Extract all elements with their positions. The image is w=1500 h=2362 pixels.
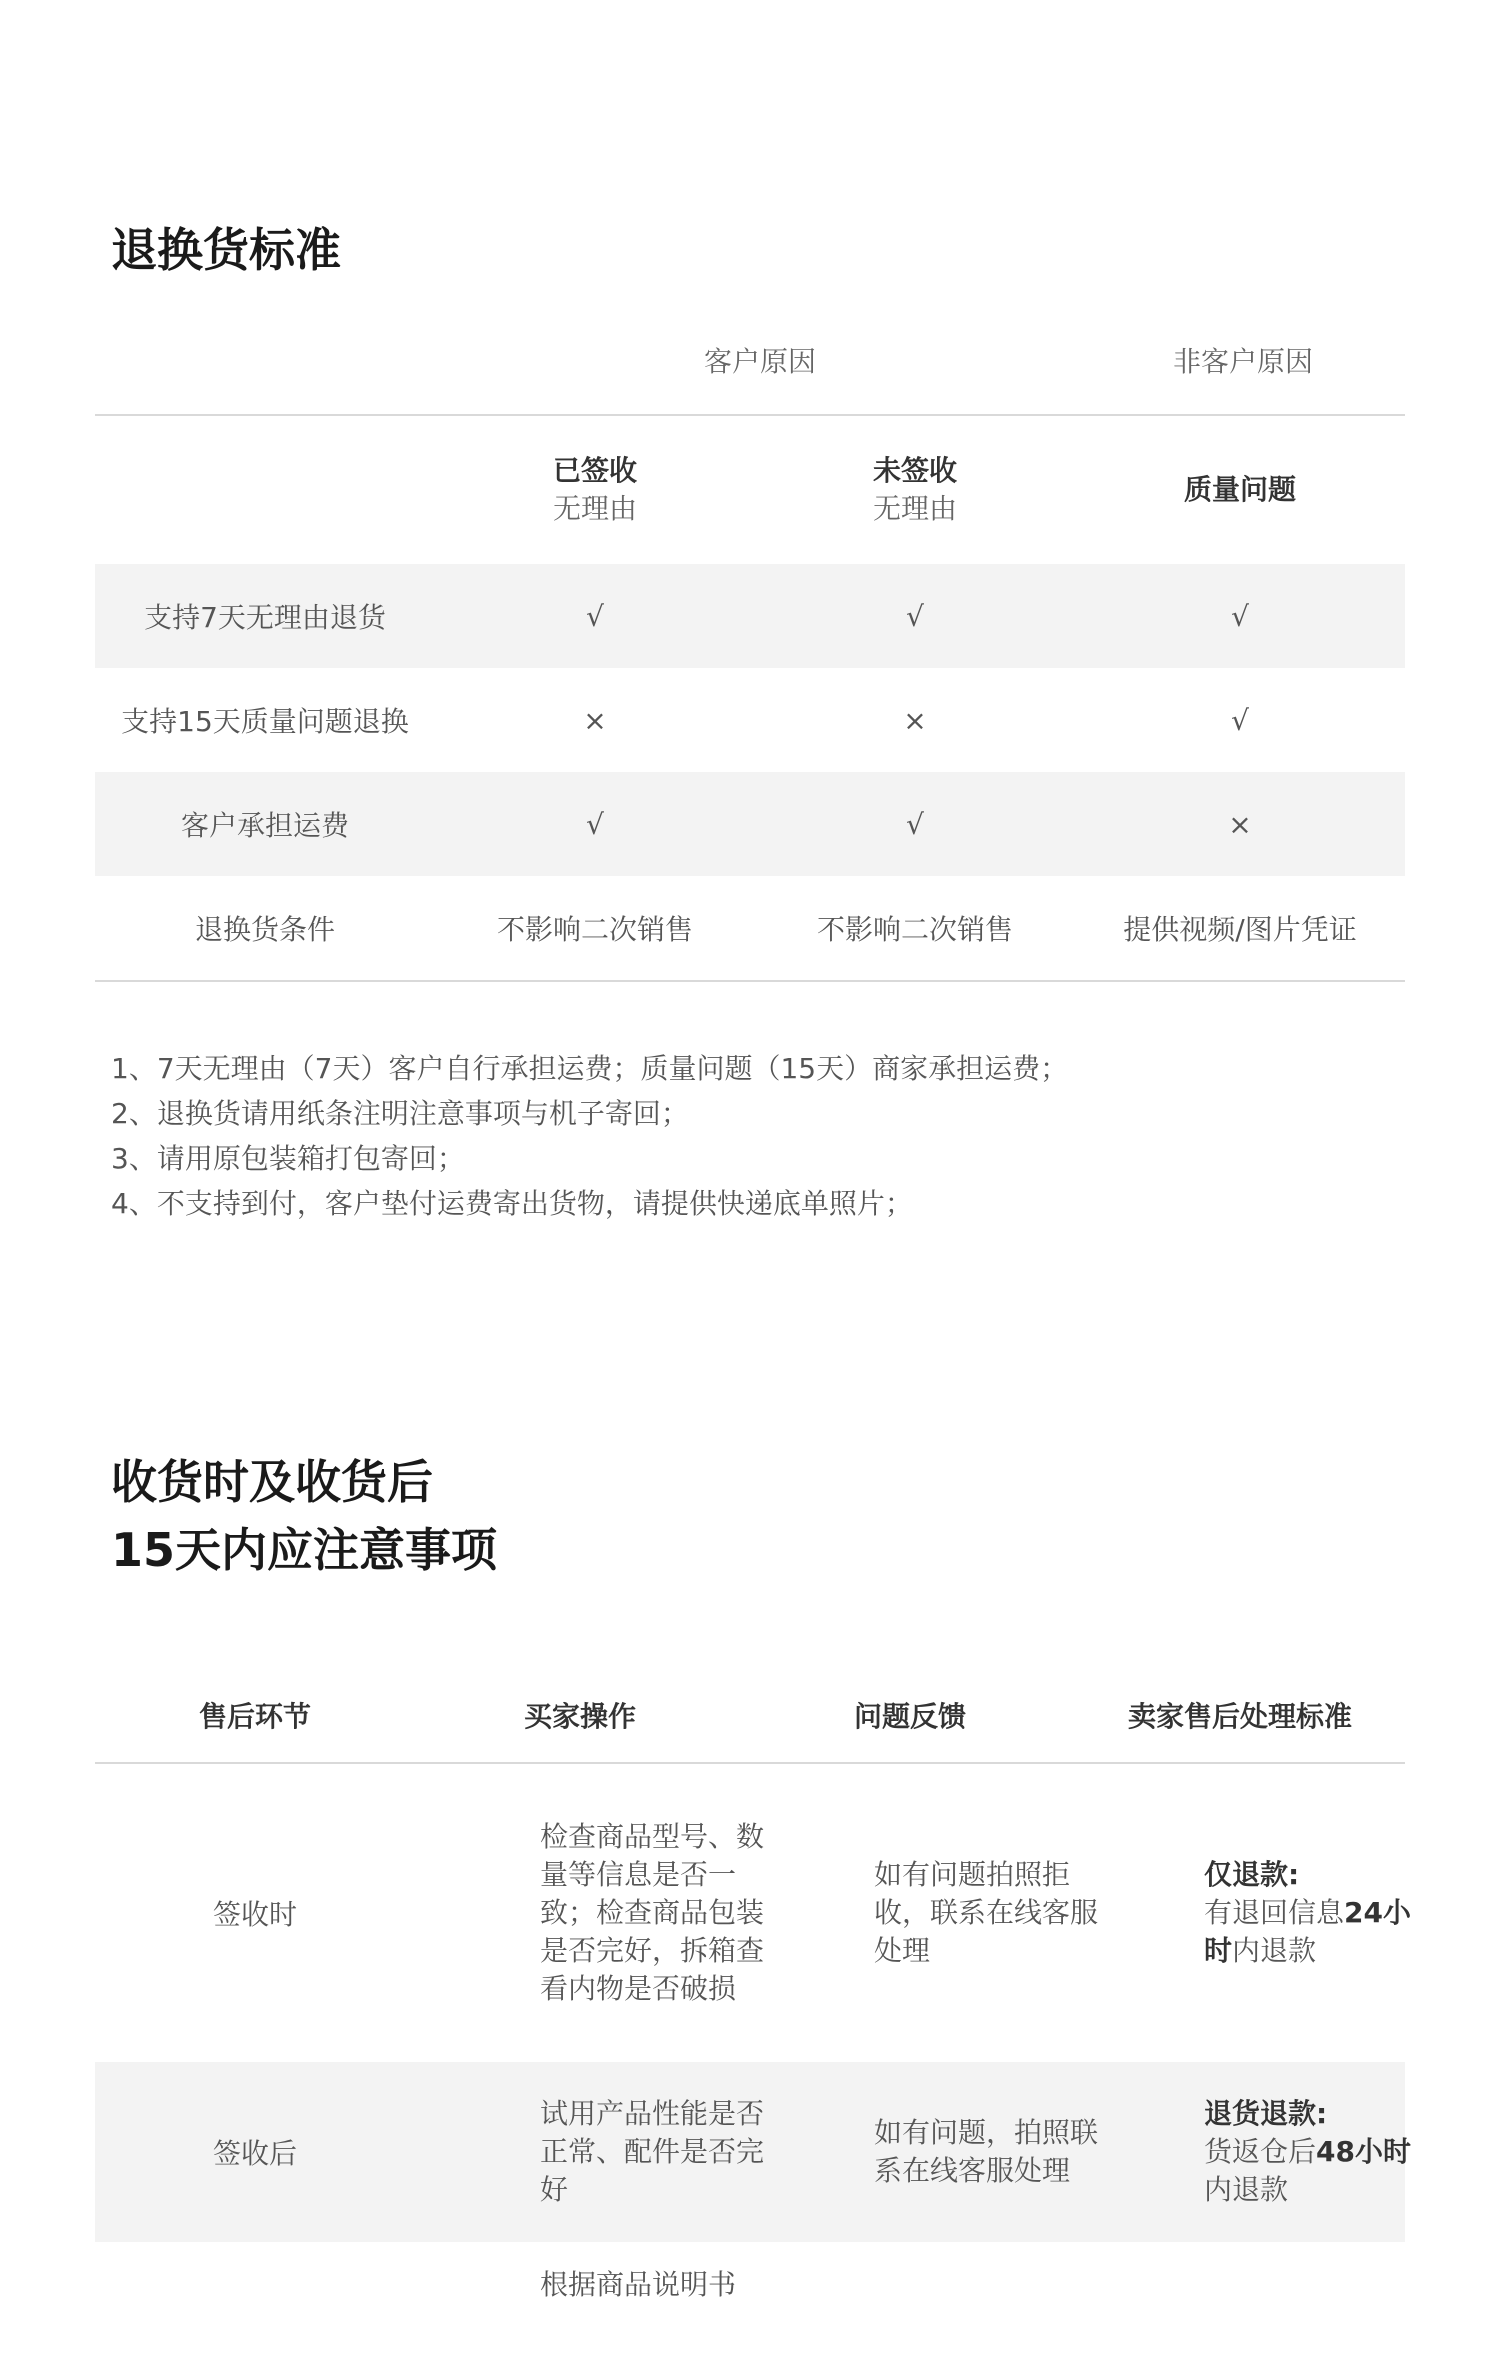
cross-mark: × <box>903 703 927 737</box>
table-row <box>95 2242 1405 2362</box>
table-header-row <box>95 1668 1405 1762</box>
note-item: 1、7天无理由（7天）客户自行承担运费；质量问题（15天）商家承担运费； <box>111 1052 1069 1085</box>
after-sales-table <box>95 1668 1411 2362</box>
section-title-receipt-notes-line2: 15天内应注意事项 <box>111 1523 498 1577</box>
table-row <box>95 772 1405 876</box>
col-header-title: 质量问题 <box>1183 473 1296 506</box>
table-row <box>95 1764 1411 2062</box>
condition-text: 不影响二次销售 <box>496 913 693 946</box>
buyer-action-text: 检查商品型号、数量等信息是否一致；检查商品包装是否完好，拆箱查看内物是否破损 <box>540 1820 765 2005</box>
condition-text: 不影响二次销售 <box>816 913 1013 946</box>
table-row <box>95 564 1405 668</box>
table-row <box>95 2062 1411 2242</box>
col-header-buyer-action: 买家操作 <box>523 1700 636 1733</box>
standard-time: 48小时 <box>1316 2135 1411 2168</box>
col-header-seller-standard: 卖家售后处理标准 <box>1127 1700 1352 1733</box>
section-title-receipt-notes-line1: 收货时及收货后 <box>111 1455 433 1509</box>
return-standard-table <box>95 310 1405 982</box>
feedback-text: 如有问题，拍照联系在线客服处理 <box>874 2116 1099 2187</box>
col-header-stage: 售后环节 <box>198 1700 311 1733</box>
standard-text: 有退回信息 <box>1204 1896 1345 1929</box>
cross-mark: × <box>1228 807 1252 841</box>
stage-label: 签收后 <box>212 2137 297 2170</box>
col-header-subtitle: 无理由 <box>872 492 957 525</box>
check-mark: √ <box>1231 703 1249 737</box>
row-label: 客户承担运费 <box>180 809 349 842</box>
row-label: 支持7天无理由退货 <box>144 601 386 634</box>
standard-text: 内退款 <box>1232 1934 1317 1967</box>
standard-text: 内退款 <box>1204 2173 1289 2206</box>
seller-standard <box>1204 1856 1434 1970</box>
row-label: 退换货条件 <box>194 913 335 946</box>
standard-text: 货返仓后 <box>1204 2135 1317 2168</box>
standard-title: 退货退款: <box>1204 2097 1328 2130</box>
check-mark: √ <box>1231 599 1249 633</box>
check-mark: √ <box>586 599 604 633</box>
check-mark: √ <box>906 807 924 841</box>
table-row <box>95 668 1405 772</box>
table-row <box>95 876 1405 980</box>
note-item: 2、退换货请用纸条注明注意事项与机子寄回； <box>111 1097 689 1130</box>
group-noncustomer-cause: 非客户原因 <box>1172 345 1314 378</box>
cross-mark: × <box>583 703 607 737</box>
section-title-return-standard: 退换货标准 <box>111 223 341 277</box>
check-mark: √ <box>586 807 604 841</box>
divider <box>95 980 1405 982</box>
buyer-action-text: 试用产品性能是否正常、配件是否完好 <box>540 2097 765 2206</box>
feedback-text: 如有问题拍照拒收，联系在线客服处理 <box>874 1858 1099 1967</box>
col-header-signed <box>435 452 755 528</box>
note-item: 4、不支持到付，客户垫付运费寄出货物，请提供快递底单照片； <box>111 1187 913 1220</box>
standard-time: 24小时 <box>1204 1896 1411 1967</box>
col-header-title: 已签收 <box>552 454 637 487</box>
cause-group-header <box>95 310 1405 414</box>
col-header-subtitle: 无理由 <box>552 492 637 525</box>
note-item: 3、请用原包装箱打包寄回； <box>111 1142 465 1175</box>
stage-label: 签收时 <box>212 1898 297 1931</box>
group-customer-cause: 客户原因 <box>703 345 817 378</box>
buyer-action-text: 根据商品说明书 <box>540 2268 737 2301</box>
col-header-title: 未签收 <box>872 454 957 487</box>
column-header-row <box>95 416 1405 564</box>
condition-text: 提供视频/图片凭证 <box>1123 913 1357 946</box>
col-header-feedback: 问题反馈 <box>853 1700 966 1733</box>
row-label: 支持15天质量问题退换 <box>121 705 409 738</box>
col-header-quality <box>1075 471 1405 509</box>
return-notes-list <box>111 1046 1068 1226</box>
col-header-unsigned <box>755 452 1075 528</box>
seller-standard <box>1204 2095 1434 2209</box>
standard-title: 仅退款: <box>1204 1858 1300 1891</box>
check-mark: √ <box>906 599 924 633</box>
